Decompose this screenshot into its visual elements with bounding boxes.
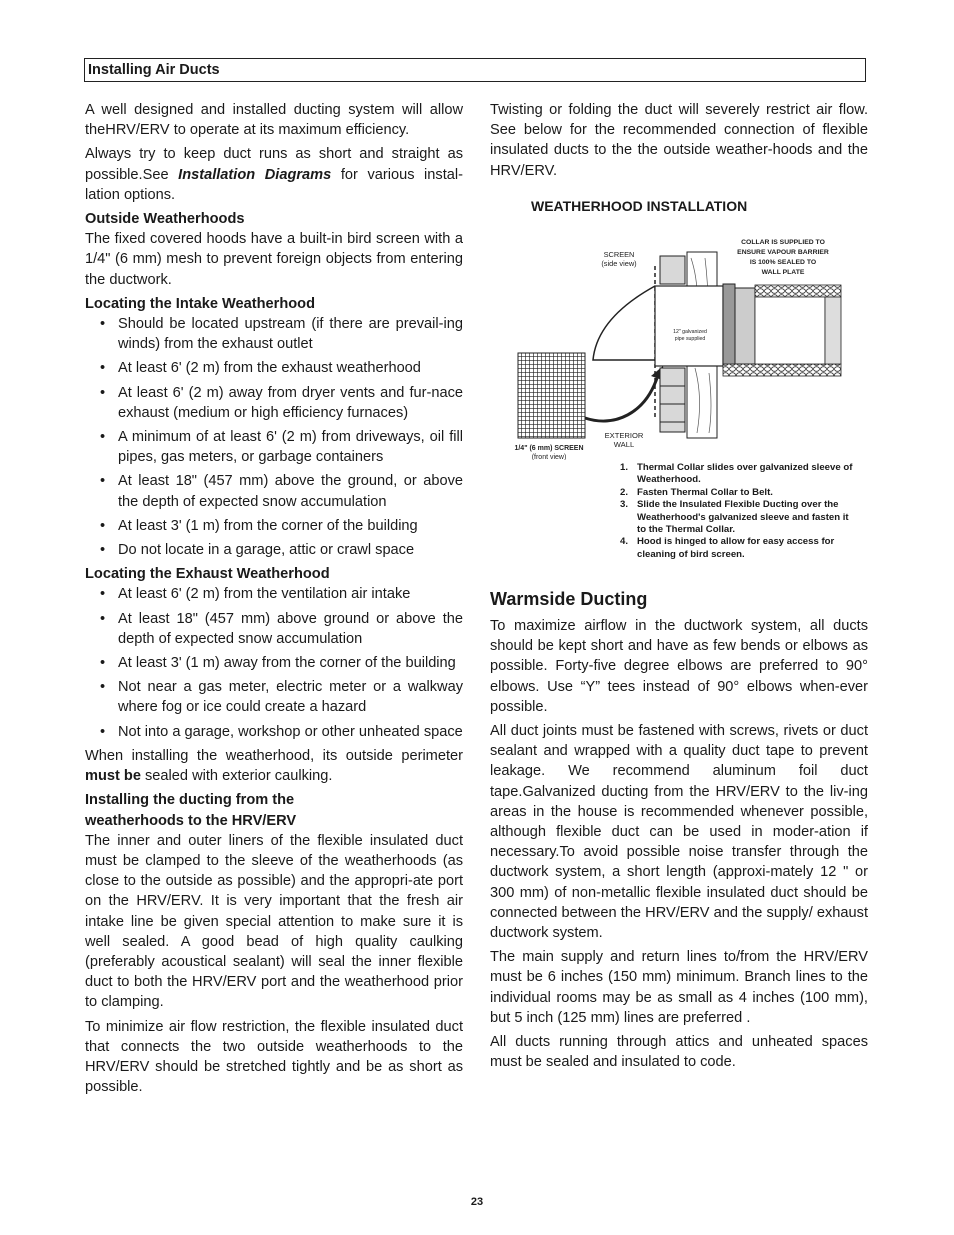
list-item: • Not into a garage, workshop or other unheated space — [118, 722, 463, 742]
list-item: • At least 6' (2 m) from the exhaust weatherhood — [118, 358, 463, 378]
warmside-paragraph-4: All ducts running through attics and unheated spaces must be sealed and insulated to code. — [490, 1034, 868, 1071]
intake-heading: Locating the Intake Weatherhood — [85, 295, 316, 312]
list-item: • At least 3' (1 m) from the corner of the building — [118, 516, 463, 536]
arrow-icon — [585, 378, 657, 421]
exhaust-heading: Locating the Exhaust Weatherhood — [85, 566, 330, 583]
list-item: • At least 18" (457 mm) above the ground, or above the depth of expected snow accumulation — [118, 471, 463, 511]
ducting-heading: Installing the ducting from the weatherhoods to the HRV/ERV — [85, 792, 297, 829]
thermal-collar — [723, 284, 735, 368]
flexible-duct-top — [755, 285, 841, 297]
list-item: • At least 18" (457 mm) above ground or above the depth of expected snow accumulation — [118, 609, 463, 649]
list-item: • Do not locate in a garage, attic or crawl space — [118, 540, 463, 560]
twist-paragraph: Twisting or folding the duct will severely restrict air flow. See below for the recommended connection of flexible insulated ducts to the the outside weather-hoods and the HRV/ERV. — [490, 102, 868, 179]
exterior-label: EXTERIOR — [604, 431, 644, 440]
warmside-paragraph-2: All duct joints must be fastened with screws, rivets or duct sealant and wrapped with a quality duct tape to prevent leakage. We recommend aluminum foil duct tape.Galvanized ducting from the HRV/ERV to the liv-ing areas in the house is recommended whenever possible, although flexible duct can be used in moder-ation if necessary.To avoid possible noise transfer through the ductwork system, a short length (approxi-mately 12 " or 300 mm) of non-metallic flexible insulated duct should be connected between the HRV/ERV and the supply/ exhaust ductwork system. — [490, 723, 868, 942]
flexible-duct-bottom — [723, 364, 841, 376]
mesh-label: 1/4" (6 mm) SCREEN — [514, 445, 584, 452]
intro-paragraph: A well designed and installed ducting system will allow theHRV/ERV to operate at its maximum efficiency. — [85, 102, 463, 139]
step-item: 4. Hood is hinged to allow for easy access for cleaning of bird screen. — [620, 536, 835, 560]
seal-paragraph: When installing the weatherhood, its outside perimeter must be sealed with exterior caulking. — [85, 747, 463, 785]
section-header — [84, 58, 866, 82]
mesh-sublabel: (front view) — [531, 454, 567, 460]
collar-label-1: COLLAR IS SUPPLIED TO — [741, 239, 825, 246]
installation-diagrams-ref: Installation Diagrams — [178, 166, 332, 183]
warmside-section — [490, 588, 868, 1076]
restriction-text: To minimize air flow restriction, the flexible insulated duct that connects the two outside weatherhoods to the HRV/ERV should be stretched tightly and be as short as possible. — [85, 1018, 463, 1096]
figure-title: WEATHERHOOD INSTALLATION — [531, 198, 748, 214]
warmside-paragraph-3: The main supply and return lines to/from the HRV/ERV must be 6 inches (150 mm) minimum. Branch lines to the individual rooms may be as small as 4 inches (100 mm), but 5 inch (125 mm) lines are preferred . — [490, 949, 868, 1026]
list-item: • Not near a gas meter, electric meter or a walkway where fog or ice could create a hazard — [118, 677, 463, 717]
ducting-text: The inner and outer liners of the flexible insulated duct must be clamped to the sleeve of the weatherhoods (as close to the outside as possible) and the appropri-ate port on the HRV/ERV. It is very important that the fresh air intake line be given special attention to make sure it is well sealed. A good bead of high quality caulking (preferably acoustical sealant) will seal the inner flexible duct to both the HRV/ERV port and the weatherhood prior to clamping. — [85, 832, 463, 1011]
galvanized-sleeve — [655, 286, 723, 366]
screen-label: SCREEN — [603, 250, 635, 259]
collar-label-4: WALL PLATE — [761, 269, 805, 276]
step-item: 1. Thermal Collar slides over galvanized sleeve of Weatherhood. — [620, 462, 853, 486]
duct-runs-paragraph: Always try to keep duct runs as short and straight as possible.See Installation Diagrams for various instal-lation options. — [85, 146, 463, 203]
screen-sublabel: (side view) — [601, 259, 637, 268]
right-column — [490, 100, 868, 185]
list-item: • At least 3' (1 m) away from the corner of the building — [118, 653, 463, 673]
pipe-label-2: pipe supplied — [674, 336, 706, 342]
weatherhood-diagram — [505, 228, 850, 460]
warmside-heading: Warmside Ducting — [490, 589, 648, 609]
mesh-screen-front — [518, 353, 585, 438]
list-item: • At least 6' (2 m) from the ventilation air intake — [118, 584, 463, 604]
pipe-label-1: 12" galvanized — [673, 329, 707, 335]
warmside-paragraph-1: To maximize airflow in the ductwork system, all ducts should be kept short and have as few bends or elbows as possible. Forty-five degree elbows are preferred to 90° elbows. Use “Y” tees instead of 90° elbows when-ever possible. — [490, 618, 868, 715]
left-column — [85, 100, 463, 1101]
collar-label-3: IS 100% SEALED TO — [749, 259, 817, 266]
collar-label-2: ENSURE VAPOUR BARRIER — [737, 249, 829, 256]
list-item: • A minimum of at least 6' (2 m) from driveways, oil fill pipes, gas meters, or garbage containers — [118, 427, 463, 467]
installation-steps — [620, 462, 860, 561]
weatherhood-hood — [593, 286, 655, 360]
outside-weatherhoods-text: The fixed covered hoods have a built-in bird screen with a 1/4" (6 mm) mesh to prevent foreign objects from entering the ductwork. — [85, 231, 463, 288]
step-item: 2. Fasten Thermal Collar to Belt. — [620, 486, 773, 498]
step-item: 3. Slide the Insulated Flexible Ducting over the Weatherhood's galvanized sleeve and fasten it to the Thermal Collar. — [620, 499, 849, 536]
list-item: • At least 6' (2 m) away from dryer vents and fur-nace exhaust (medium or high efficiency furnaces) — [118, 383, 463, 423]
page-number: 23 — [470, 1196, 484, 1208]
section-title: Installing Air Ducts — [88, 62, 220, 78]
exhaust-list — [85, 584, 463, 741]
wall-label: WALL — [613, 440, 635, 449]
list-item: • Should be located upstream (if there are prevail-ing winds) from the exhaust outlet — [118, 314, 463, 354]
intake-list — [85, 314, 463, 560]
outside-weatherhoods-heading: Outside Weatherhoods — [85, 211, 245, 228]
